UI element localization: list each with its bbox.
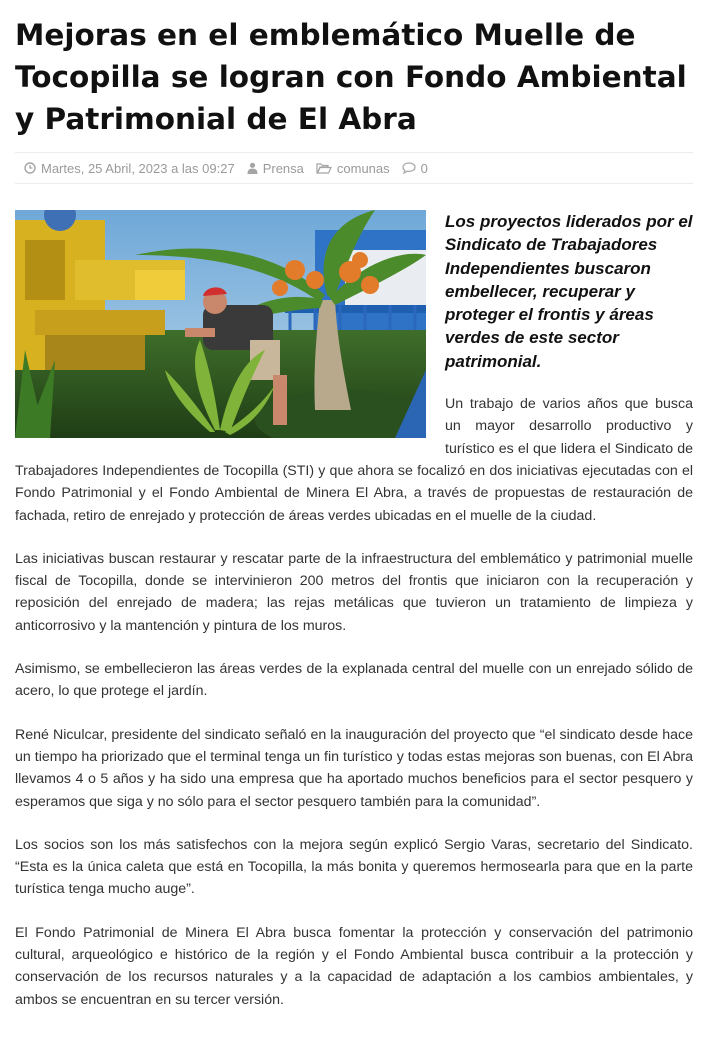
- article-title: Mejoras en el emblemático Muelle de Tocopilla se logran con Fondo Ambiental y Patrimonial de El Abra: [15, 18, 687, 136]
- article-paragraph: Los socios son los más satisfechos con la mejora según explicó Sergio Varas, secretario del Sindicato. “Esta es la única caleta que está en Tocopilla, la más bonita y queremos hermosearla para que en la parte turística tenga mucho auge”.: [15, 836, 693, 898]
- author-meta[interactable]: [247, 161, 304, 176]
- article-content: [15, 210, 693, 1011]
- article-photo-illustration: [15, 210, 426, 438]
- date-meta: [24, 161, 235, 176]
- article-paragraph: Las iniciativas buscan restaurar y rescatar parte de la infraestructura del emblemático y patrimonial muelle fiscal de Tocopilla, donde se intervinieron 200 metros del frontis que iniciaron con la recuperación y reposición del enrejado de madera; las rejas metálicas que tuvieron un tratamiento de limpieza y anticorrosivo y la mantención y pintura de los muros.: [15, 550, 693, 634]
- article-paragraph: René Niculcar, presidente del sindicato señaló en la inauguración del proyecto que “el sindicato desde hace un tiempo ha priorizado que el terminal tenga un fin turístico y todas estas mejoras son buenas, con El Abra llevamos 4 o 5 años y ha sido una empresa que ha aportado muchos beneficios para el sector pesquero y esperamos que siga y no sólo para el sector pesquero también para la comunidad”.: [15, 726, 693, 810]
- category-link[interactable]: comunas: [336, 160, 390, 176]
- folder-open-icon: [316, 162, 332, 174]
- article-paragraph: El Fondo Patrimonial de Minera El Abra busca fomentar la protección y conservación del patrimonio cultural, arqueológico e histórico de la región y el Fondo Ambiental busca contribuir a la protección y conservación de los recursos naturales y a la capacidad de adaptación a los cambios ambientales, y ambos se encuentran en su tercer versión.: [15, 924, 693, 1008]
- comments-meta[interactable]: [402, 161, 428, 176]
- category-meta[interactable]: [316, 161, 390, 176]
- article: [15, 0, 693, 1011]
- comment-icon: [402, 162, 416, 174]
- article-meta: [15, 152, 693, 184]
- article-photo: [15, 210, 426, 438]
- article-lead: Los proyectos liderados por el Sindicato de Trabajadores Independientes buscaron embellecer, recuperar y proteger el frontis y áreas verdes de este sector patrimonial.: [445, 212, 693, 371]
- article-paragraph: Asimismo, se embellecieron las áreas verdes de la explanada central del muelle con un enrejado sólido de acero, lo que protege el jardín.: [15, 661, 693, 700]
- clock-icon: [24, 162, 36, 174]
- user-icon: [247, 162, 258, 174]
- author-link[interactable]: Prensa: [262, 160, 304, 176]
- comment-count[interactable]: 0: [420, 160, 428, 176]
- publish-date: Martes, 25 Abril, 2023 a las 09:27: [41, 160, 235, 176]
- article-paragraph: Un trabajo de varios años que busca un mayor desarrollo productivo y turístico es el que lidera el Sindicato de Trabajadores Independientes de Tocopilla (STI) y que ahora se focalizó en dos iniciativas ejecutadas con el Fondo Patrimonial y el Fondo Ambiental de Minera El Abra, a través de propuestas de restauración de fachada, retiro de enrejado y protección de áreas verdes ubicadas en el muelle de la ciudad.: [15, 396, 693, 524]
